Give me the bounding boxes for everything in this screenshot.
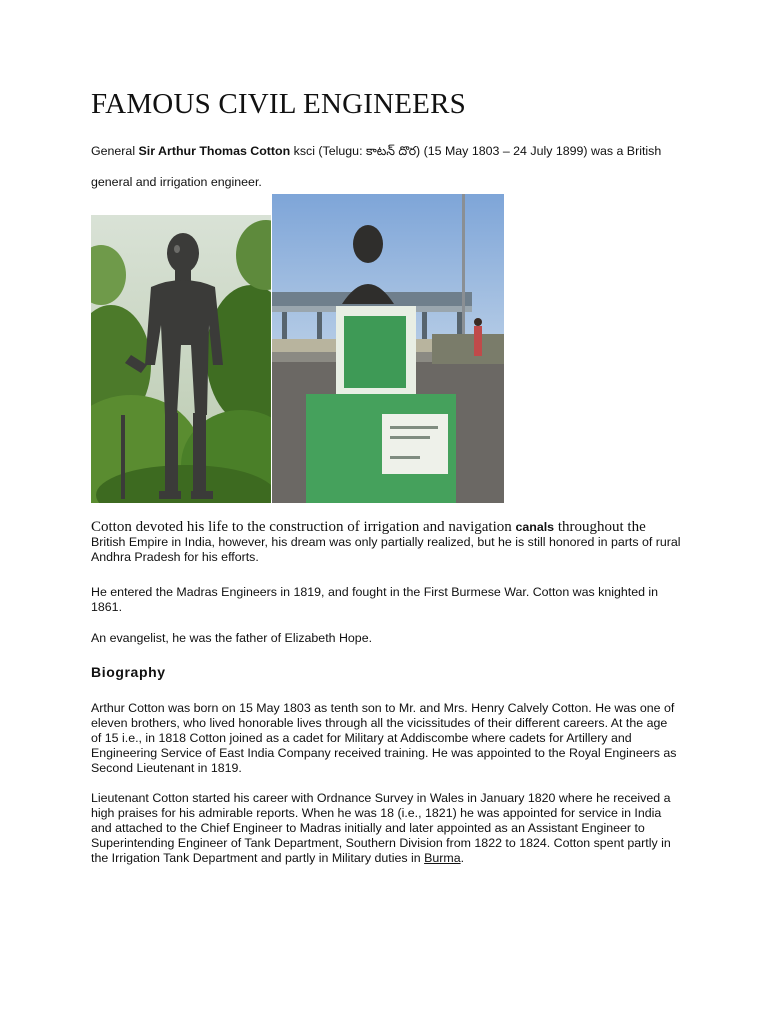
paragraph-career xyxy=(91,791,681,866)
page-title: FAMOUS CIVIL ENGINEERS xyxy=(91,88,466,120)
paragraph-canals xyxy=(91,520,681,565)
intro-prefix: General xyxy=(91,144,139,158)
intro-suffix: ) (15 May 1803 – 24 July 1899) was a British xyxy=(416,144,662,158)
bust-illustration xyxy=(272,194,504,503)
statue-illustration xyxy=(91,215,271,503)
paragraph-biography: Arthur Cotton was born on 15 May 1803 as tenth son to Mr. and Mrs. Henry Calvely Cotton. He was one of eleven brothers, who lived honorable lives through all the vicissitudes of their different careers. At the age of 15 i.e., in 1818 Cotton joined as a cadet for Military at Addiscombe where cadets for Artillery and Engineering Service of East India Company received training. He was appointed to the Royal Engineers as Second Lieutenant in 1819. xyxy=(91,701,677,775)
burma-link[interactable]: Burma xyxy=(424,851,461,865)
intro-line-1 xyxy=(91,144,681,159)
intro-middle: ksci (Telugu: xyxy=(290,144,366,158)
para1-bold-word: canals xyxy=(515,520,555,534)
telugu-name: కాటన్ దొర xyxy=(365,144,417,158)
para1-serif-start: Cotton devoted his life to the construction of irrigation and navigation xyxy=(91,519,516,535)
para1-serif-end: throughout the xyxy=(554,519,646,535)
biography-heading: Biography xyxy=(91,664,166,680)
paragraph-evangelist: An evangelist, he was the father of Elizabeth Hope. xyxy=(91,631,373,645)
subject-name: Sir Arthur Thomas Cotton xyxy=(138,144,291,158)
paragraph-madras: He entered the Madras Engineers in 1819, and fought in the First Burmese War. Cotton was knighted in 1861. xyxy=(91,585,659,614)
intro-line-2: general and irrigation engineer. xyxy=(91,175,262,189)
statue-photo xyxy=(91,215,271,503)
para5-text: Lieutenant Cotton started his career with Ordnance Survey in Wales in January 1820 where he received a high praises for his admirable reports. When he was 18 (i.e., 1821) he was appointed for service in India and attached to the Chief Engineer to Madras initially and later appointed as an Assistant Engineer to Superintending Engineer of Tank Department, Southern Division from 1822 to 1824. Cotton spent partly in the Irrigation Tank Department and partly in Military duties in xyxy=(91,791,671,865)
para1-rest: British Empire in India, however, his dream was only partially realized, but he is still honored in parts of rural Andhra Pradesh for his efforts. xyxy=(91,535,681,564)
para5-end: . xyxy=(460,851,465,865)
bust-photo xyxy=(272,194,504,503)
